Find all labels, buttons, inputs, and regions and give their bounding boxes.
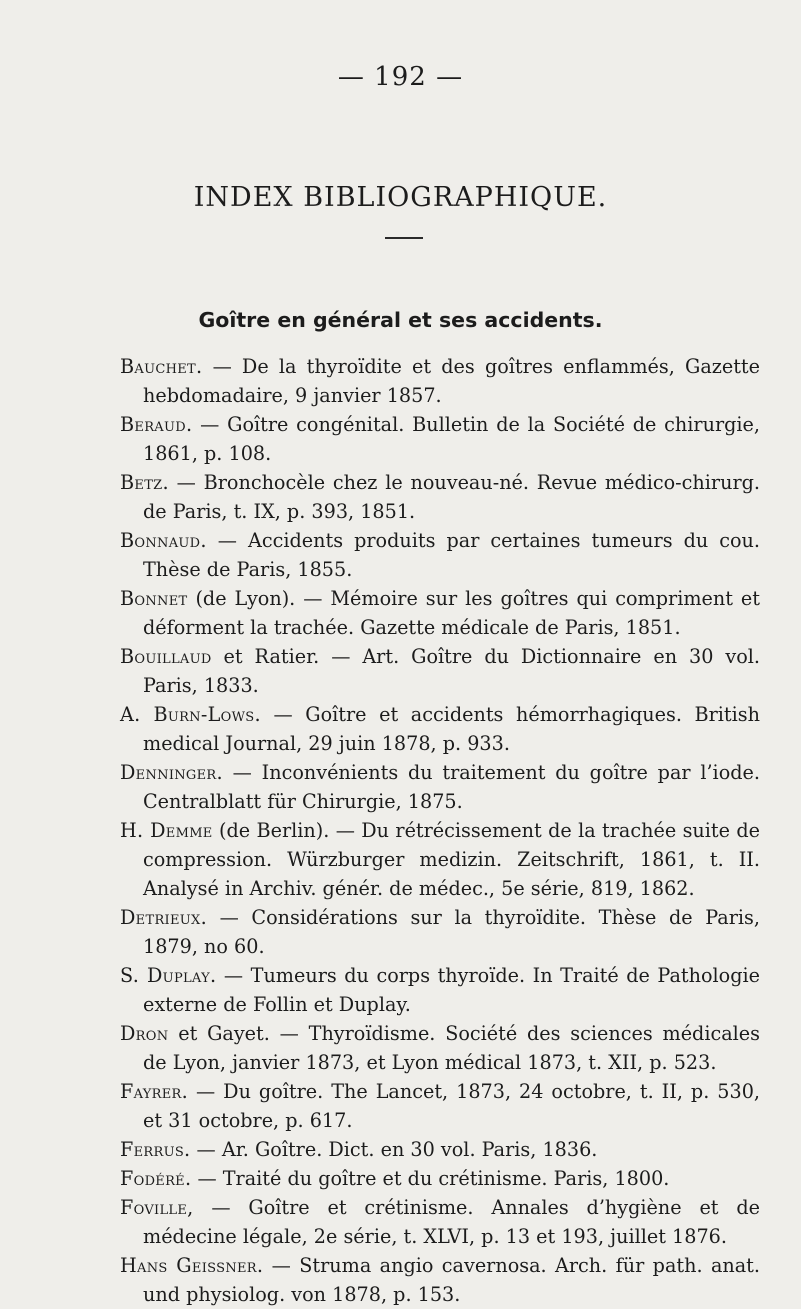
entry-text: (de Lyon). — Mémoire sur les goîtres qui compriment et déforment la trachée. Gazette médicale de Paris, 1851. [143, 587, 760, 639]
entry-author: S. Duplay. [120, 964, 217, 987]
entry-text: — Goître et crétinisme. Annales d’hygiène et de médecine légale, 2e série, t. XLVI, p. 13 et 193, juillet 1876. [143, 1196, 760, 1248]
entry-text: — Struma angio cavernosa. Arch. für path. anat. und physiolog. von 1878, p. 153. [143, 1254, 760, 1306]
bibliography-list [120, 352, 760, 1309]
bibliography-entry [120, 410, 760, 468]
entry-author: Fayrer. [120, 1080, 189, 1103]
bibliography-entry [120, 903, 760, 961]
section-title: Goître en général et ses accidents. [198, 308, 603, 332]
bibliography-entry [120, 1019, 760, 1077]
bibliography-entry [120, 700, 760, 758]
entry-author: Bouillaud [120, 645, 212, 668]
entry-text: — Traité du goître et du crétinisme. Paris, 1800. [191, 1167, 670, 1190]
entry-author: Denninger. [120, 761, 223, 784]
entry-author: Detrieux. [120, 906, 207, 929]
page-number: — 192 — [337, 62, 464, 92]
entry-author: Foville, [120, 1196, 194, 1219]
bibliography-entry [120, 526, 760, 584]
bibliography-entry [120, 642, 760, 700]
entry-text: — Goître congénital. Bulletin de la Société de chirurgie, 1861, p. 108. [143, 413, 760, 465]
bibliography-entry [120, 1193, 760, 1251]
entry-text: — Du goître. The Lancet, 1873, 24 octobre, t. II, p. 530, et 31 octobre, p. 617. [143, 1080, 760, 1132]
entry-author: Bonnet [120, 587, 188, 610]
entry-text: — Inconvénients du traitement du goître par l’iode. Centralblatt für Chirurgie, 1875. [143, 761, 760, 813]
entry-text: — De la thyroïdite et des goîtres enflammés, Gazette hebdomadaire, 9 janvier 1857. [143, 355, 760, 407]
entry-text: — Goître et accidents hémorrhagiques. British medical Journal, 29 juin 1878, p. 933. [143, 703, 760, 755]
entry-author: H. Demme [120, 819, 213, 842]
entry-text: — Considérations sur la thyroïdite. Thèse de Paris, 1879, no 60. [143, 906, 760, 958]
entry-text: (de Berlin). — Du rétrécissement de la trachée suite de compression. Würzburger medizin. Zeitschrift, 1861, t. II. Analysé in Archiv. génér. de médec., 5e série, 819, 1862. [143, 819, 760, 900]
bibliography-entry [120, 1135, 760, 1164]
entry-text: — Ar. Goître. Dict. en 30 vol. Paris, 1836. [190, 1138, 598, 1161]
entry-author: Fodéré. [120, 1167, 192, 1190]
title-divider [385, 237, 423, 239]
entry-text: et Gayet. — Thyroïdisme. Société des sciences médicales de Lyon, janvier 1873, et Lyon médical 1873, t. XII, p. 523. [143, 1022, 760, 1074]
entry-author: Bonnaud. [120, 529, 207, 552]
bibliography-entry [120, 584, 760, 642]
entry-text: — Accidents produits par certaines tumeurs du cou. Thèse de Paris, 1855. [143, 529, 760, 581]
bibliography-entry [120, 961, 760, 1019]
entry-author: Ferrus. [120, 1138, 191, 1161]
entry-text: et Ratier. — Art. Goître du Dictionnaire en 30 vol. Paris, 1833. [143, 645, 760, 697]
bibliography-entry [120, 1164, 760, 1193]
bibliography-entry [120, 1077, 760, 1135]
entry-author: A. Burn-Lows. [120, 703, 261, 726]
bibliography-entry [120, 352, 760, 410]
entry-author: Bauchet. [120, 355, 203, 378]
bibliography-entry [120, 468, 760, 526]
entry-author: Beraud. [120, 413, 193, 436]
entry-author: Hans Geissner. [120, 1254, 264, 1277]
bibliography-entry [120, 758, 760, 816]
entry-author: Betz. [120, 471, 169, 494]
entry-text: — Bronchocèle chez le nouveau-né. Revue médico-chirurg. de Paris, t. IX, p. 393, 1851. [143, 471, 760, 523]
entry-text: — Tumeurs du corps thyroïde. In Traité de Pathologie externe de Follin et Duplay. [143, 964, 761, 1016]
bibliography-entry [120, 1251, 760, 1309]
page-title: INDEX BIBLIOGRAPHIQUE. [193, 182, 608, 213]
entry-author: Dron [120, 1022, 169, 1045]
bibliography-entry [120, 816, 760, 903]
